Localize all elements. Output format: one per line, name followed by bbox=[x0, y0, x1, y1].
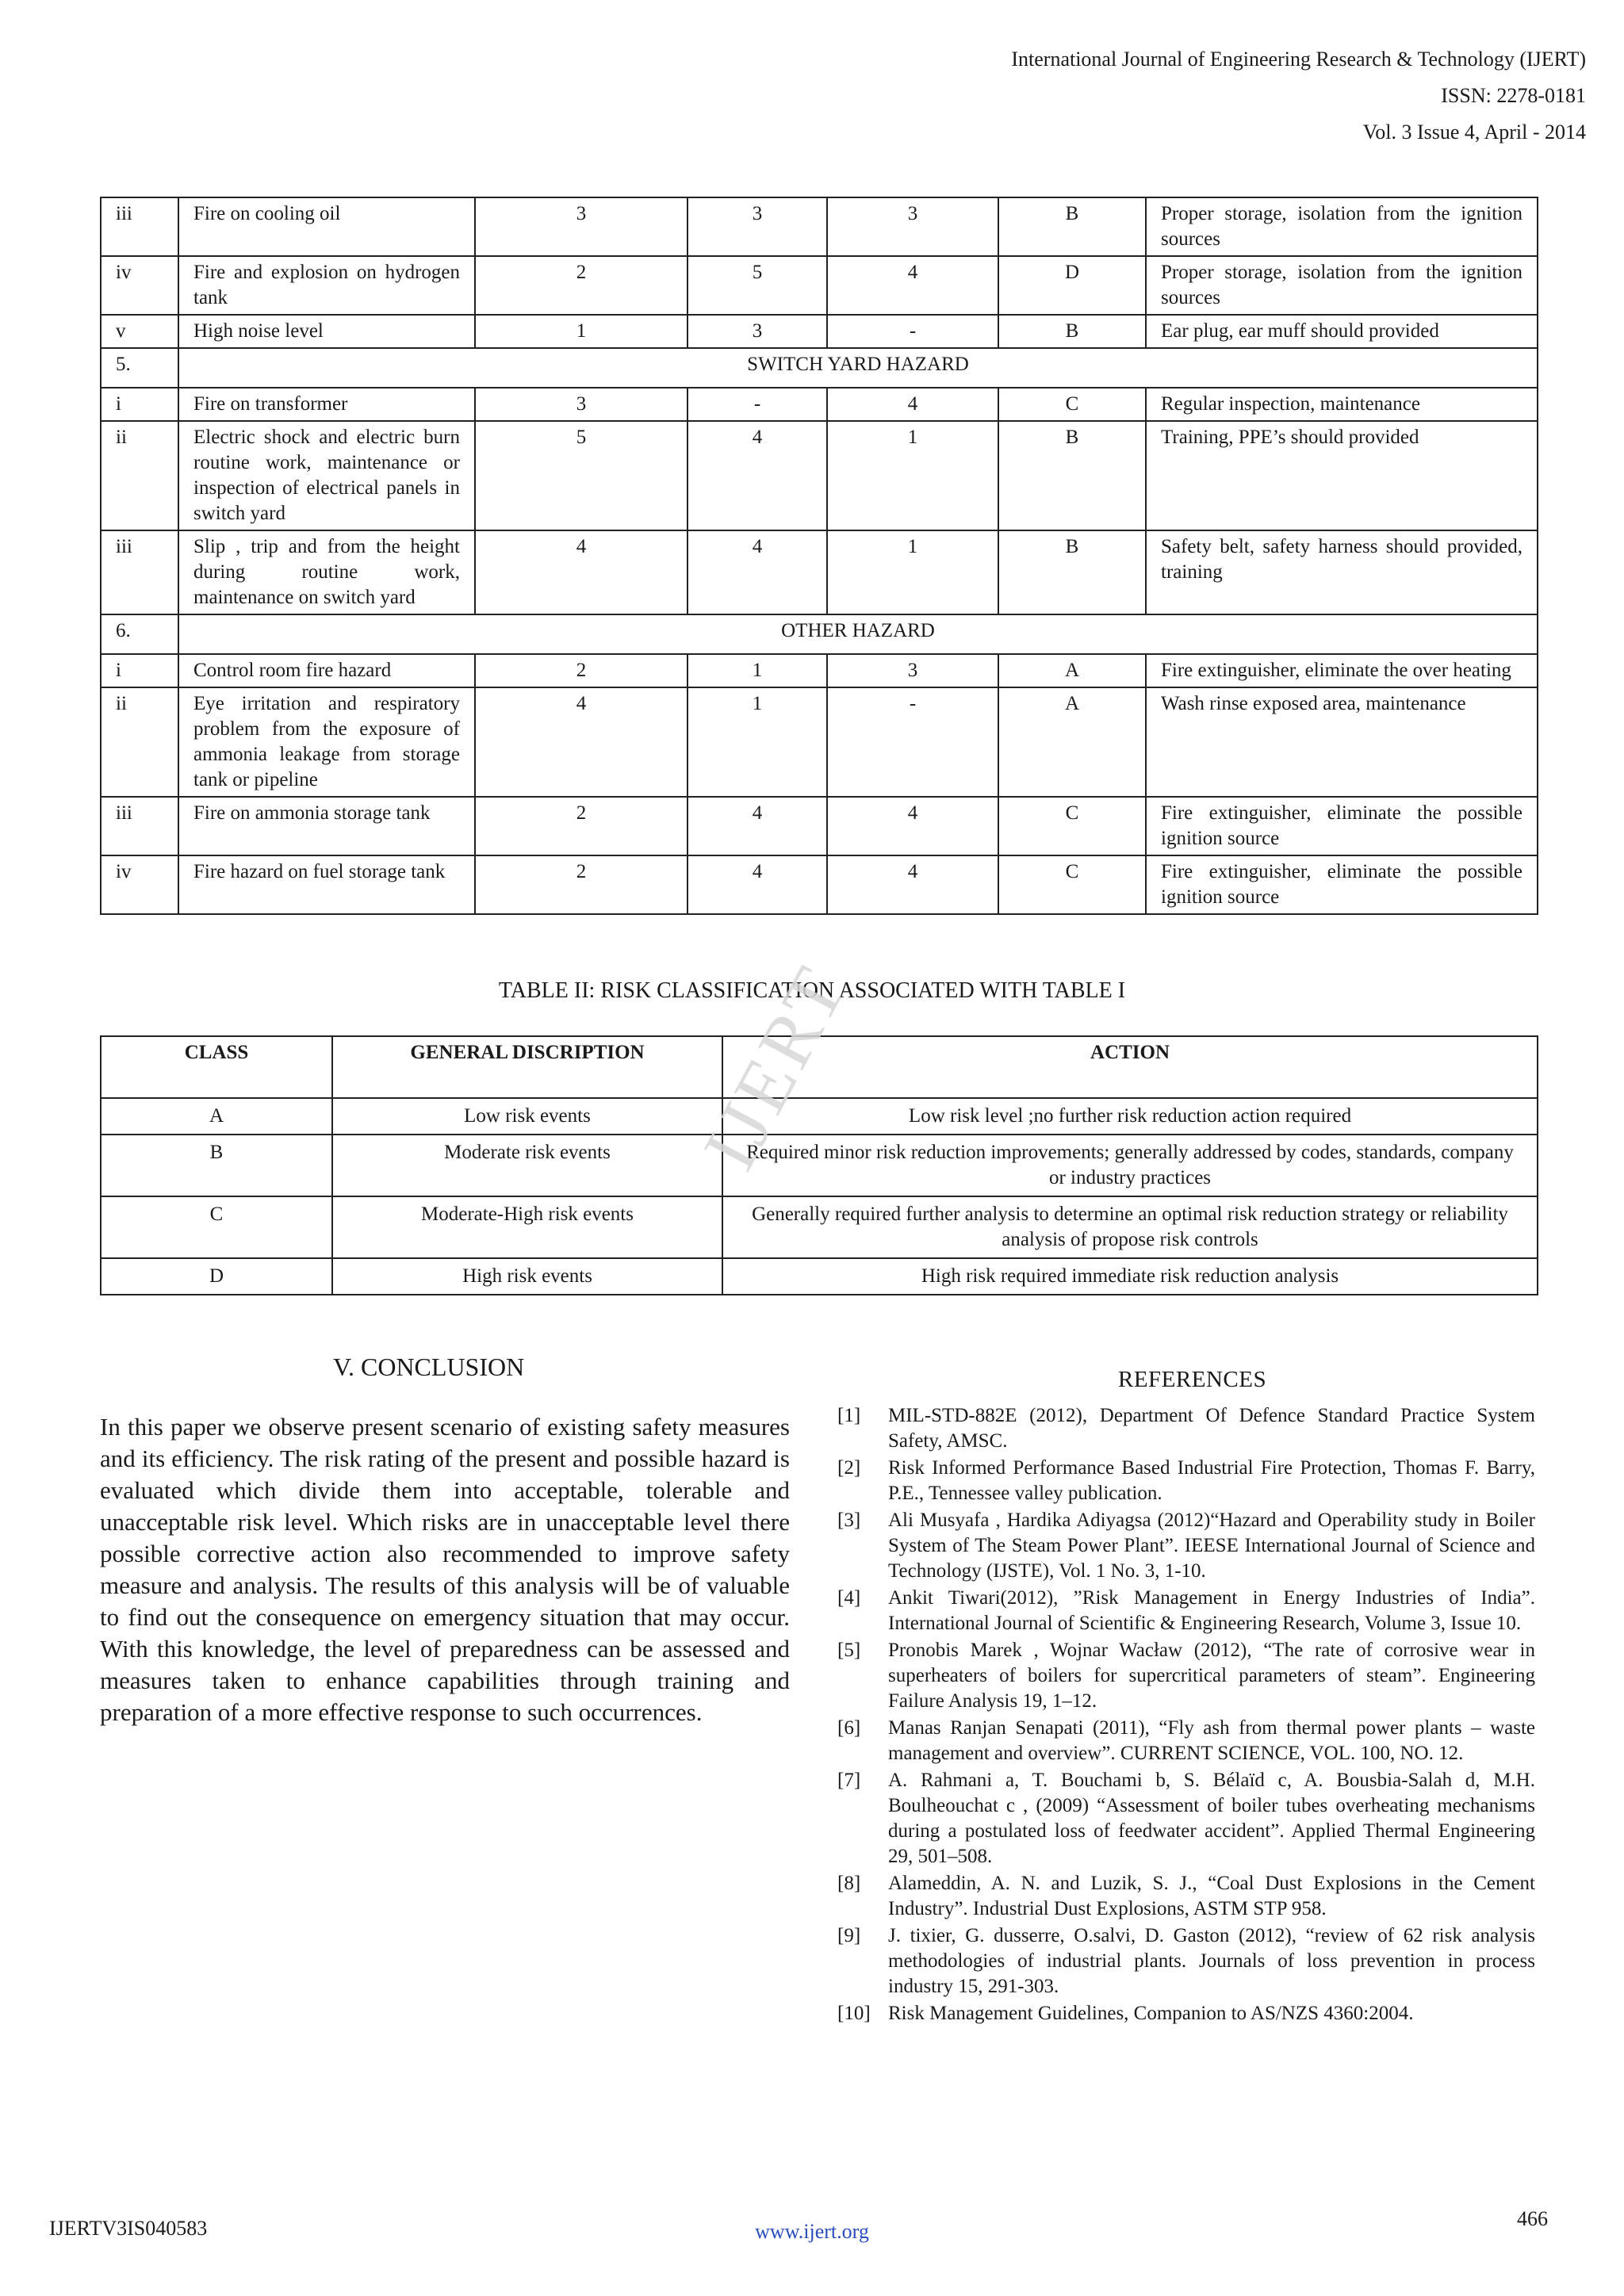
hazard-table bbox=[100, 197, 1538, 915]
rating-value: - bbox=[827, 687, 998, 797]
table-row bbox=[101, 197, 1538, 256]
hazard-description: High noise level bbox=[178, 315, 475, 348]
rating-value: 4 bbox=[827, 256, 998, 315]
risk-class: D bbox=[101, 1258, 332, 1295]
control-measure: Fire extinguisher, eliminate the possible ignition source bbox=[1146, 797, 1538, 855]
journal-issn: ISSN: 2278-0181 bbox=[1441, 83, 1586, 107]
reference-text: A. Rahmani a, T. Bouchami b, S. Bélaïd c, A. Bousbia-Salah d, M.H. Boulheouchat c , (2009) “Assessment of boiler tubes overheating mechanisms during a postulated loss of feedwater accident”. Applied Thermal Engineering 29, 501–508. bbox=[888, 1770, 1535, 1867]
table-row bbox=[101, 654, 1538, 687]
control-measure: Proper storage, isolation from the ignition sources bbox=[1146, 197, 1538, 256]
reference-number: [2] bbox=[837, 1457, 861, 1479]
reference-item bbox=[837, 1586, 1535, 1636]
control-measure: Training, PPE’s should provided bbox=[1146, 421, 1538, 530]
reference-item bbox=[837, 1923, 1535, 1999]
reference-text: J. tixier, G. dusserre, O.salvi, D. Gaston (2012), “review of 62 risk analysis methodologies of industrial plants. Journals of loss prevention in process industry 15, 291-303. bbox=[888, 1925, 1535, 1997]
conclusion-heading: V. CONCLUSION bbox=[333, 1353, 525, 1381]
section-title: SWITCH YARD HAZARD bbox=[178, 348, 1538, 388]
hazard-description: Fire on cooling oil bbox=[178, 197, 475, 256]
rating-value: 3 bbox=[475, 388, 688, 421]
conclusion-body: In this paper we observe present scenario of existing safety measures and its efficiency. The risk rating of the present and possible hazard is evaluated which divide them into acceptable, tolerable and unacceptable risk level. Which risks are in unacceptable level there possible corrective action also recommended to improve safety measure and analysis. The results of this analysis will be of valuable to find out the consequence on emergency situation that may occur. With this knowledge, the level of preparedness can be assessed and measures taken to enhance capabilities through training and preparation of a more effective response to such occurrences. bbox=[100, 1413, 790, 1726]
row-number: iii bbox=[101, 197, 178, 256]
row-number: ii bbox=[101, 687, 178, 797]
reference-number: [3] bbox=[837, 1510, 861, 1531]
row-number: i bbox=[101, 654, 178, 687]
rating-value: 3 bbox=[827, 197, 998, 256]
table-row bbox=[101, 1258, 1538, 1295]
rating-value: 1 bbox=[827, 421, 998, 530]
reference-number: [10] bbox=[837, 2003, 871, 2024]
risk-class: B bbox=[998, 315, 1146, 348]
row-number: iv bbox=[101, 855, 178, 914]
table-row bbox=[101, 855, 1538, 914]
watermark: IJERT bbox=[686, 951, 864, 1183]
control-measure: Fire extinguisher, eliminate the over heating bbox=[1146, 654, 1538, 687]
reference-text: Ankit Tiwari(2012), ”Risk Management in Energy Industries of India”. International Journal of Scientific & Engineering Research, Volume 3, Issue 10. bbox=[888, 1587, 1535, 1634]
rating-value: 4 bbox=[688, 530, 827, 614]
risk-description: Low risk events bbox=[332, 1098, 722, 1135]
rating-value: 3 bbox=[688, 197, 827, 256]
risk-action: Generally required further analysis to determine an optimal risk reduction strategy or reliability analysis of propose risk controls bbox=[722, 1196, 1538, 1258]
hazard-description: Fire on transformer bbox=[178, 388, 475, 421]
reference-item bbox=[837, 2001, 1535, 2026]
risk-action: Low risk level ;no further risk reduction action required bbox=[722, 1098, 1538, 1135]
reference-number: [7] bbox=[837, 1770, 861, 1791]
risk-action: High risk required immediate risk reduction analysis bbox=[722, 1258, 1538, 1295]
table2-caption: TABLE II: RISK CLASSIFICATION ASSOCIATED WITH TABLE I bbox=[498, 978, 1126, 1003]
rating-value: 4 bbox=[688, 797, 827, 855]
rating-value: 2 bbox=[475, 797, 688, 855]
reference-item bbox=[837, 1508, 1535, 1584]
row-number: ii bbox=[101, 421, 178, 530]
control-measure: Safety belt, safety harness should provided, training bbox=[1146, 530, 1538, 614]
rating-value: 4 bbox=[688, 855, 827, 914]
rating-value: - bbox=[827, 315, 998, 348]
hazard-description: Fire on ammonia storage tank bbox=[178, 797, 475, 855]
reference-item bbox=[837, 1638, 1535, 1714]
reference-number: [9] bbox=[837, 1925, 861, 1946]
control-measure: Regular inspection, maintenance bbox=[1146, 388, 1538, 421]
control-measure: Proper storage, isolation from the ignition sources bbox=[1146, 256, 1538, 315]
section-title: OTHER HAZARD bbox=[178, 614, 1538, 654]
rating-value: 2 bbox=[475, 256, 688, 315]
risk-description: Moderate risk events bbox=[332, 1135, 722, 1196]
journal-title: International Journal of Engineering Research & Technology (IJERT) bbox=[1011, 48, 1586, 71]
row-number: i bbox=[101, 388, 178, 421]
page-number: 466 bbox=[1517, 2207, 1548, 2230]
reference-item bbox=[837, 1768, 1535, 1869]
table-row bbox=[101, 797, 1538, 855]
table-row bbox=[101, 256, 1538, 315]
rating-value: 4 bbox=[688, 421, 827, 530]
table-row bbox=[101, 315, 1538, 348]
reference-item bbox=[837, 1716, 1535, 1766]
reference-text: MIL-STD-882E (2012), Department Of Defence Standard Practice System Safety, AMSC. bbox=[888, 1405, 1535, 1452]
hazard-description: Slip , trip and from the height during routine work, maintenance on switch yard bbox=[178, 530, 475, 614]
rating-value: 3 bbox=[827, 654, 998, 687]
row-number: iii bbox=[101, 530, 178, 614]
rating-value: 1 bbox=[688, 687, 827, 797]
section-number: 6. bbox=[101, 614, 178, 654]
risk-class: B bbox=[998, 421, 1146, 530]
risk-class: B bbox=[998, 530, 1146, 614]
risk-class: C bbox=[998, 388, 1146, 421]
column-header-action: ACTION bbox=[722, 1036, 1538, 1098]
table-row bbox=[101, 421, 1538, 530]
reference-number: [4] bbox=[837, 1587, 861, 1609]
journal-header bbox=[1011, 48, 1586, 157]
rating-value: 5 bbox=[475, 421, 688, 530]
rating-value: 4 bbox=[827, 388, 998, 421]
hazard-description: Control room fire hazard bbox=[178, 654, 475, 687]
rating-value: 4 bbox=[827, 797, 998, 855]
rating-value: 4 bbox=[475, 530, 688, 614]
rating-value: - bbox=[688, 388, 827, 421]
row-number: iv bbox=[101, 256, 178, 315]
reference-text: Risk Management Guidelines, Companion to AS/NZS 4360:2004. bbox=[888, 2003, 1414, 2024]
reference-item bbox=[837, 1403, 1535, 1454]
reference-item bbox=[837, 1871, 1535, 1922]
rating-value: 1 bbox=[827, 530, 998, 614]
risk-description: Moderate-High risk events bbox=[332, 1196, 722, 1258]
risk-class: A bbox=[101, 1098, 332, 1135]
table-row bbox=[101, 1135, 1538, 1196]
reference-text: Ali Musyafa , Hardika Adiyagsa (2012)“Hazard and Operability study in Boiler System of The Steam Power Plant”. IEESE International Journal of Science and Technology (IJSTE), Vol. 1 No. 3, 1-10. bbox=[888, 1510, 1535, 1582]
journal-link[interactable]: www.ijert.org bbox=[755, 2220, 869, 2243]
risk-class: A bbox=[998, 687, 1146, 797]
reference-text: Risk Informed Performance Based Industrial Fire Protection, Thomas F. Barry, P.E., Tennessee valley publication. bbox=[888, 1457, 1535, 1504]
rating-value: 1 bbox=[475, 315, 688, 348]
risk-class: B bbox=[998, 197, 1146, 256]
rating-value: 2 bbox=[475, 654, 688, 687]
reference-text: Pronobis Marek , Wojnar Wacław (2012), “The rate of corrosive wear in superheaters of boilers for supercritical parameters of steam”. Engineering Failure Analysis 19, 1–12. bbox=[888, 1640, 1535, 1712]
rating-value: 3 bbox=[475, 197, 688, 256]
references-list bbox=[837, 1403, 1535, 2028]
rating-value: 1 bbox=[688, 654, 827, 687]
reference-text: Manas Ranjan Senapati (2011), “Fly ash from thermal power plants – waste management and overview”. CURRENT SCIENCE, VOL. 100, NO. 12. bbox=[888, 1717, 1535, 1764]
section-row bbox=[101, 614, 1538, 654]
reference-number: [5] bbox=[837, 1640, 861, 1661]
rating-value: 4 bbox=[475, 687, 688, 797]
table-row bbox=[101, 687, 1538, 797]
hazard-description: Eye irritation and respiratory problem from the exposure of ammonia leakage from storage tank or pipeline bbox=[178, 687, 475, 797]
table-row bbox=[101, 1196, 1538, 1258]
table-row bbox=[101, 1098, 1538, 1135]
references-heading: REFERENCES bbox=[1118, 1367, 1267, 1392]
control-measure: Fire extinguisher, eliminate the possible ignition source bbox=[1146, 855, 1538, 914]
journal-volume: Vol. 3 Issue 4, April - 2014 bbox=[1362, 120, 1586, 144]
risk-class: B bbox=[101, 1135, 332, 1196]
rating-value: 5 bbox=[688, 256, 827, 315]
reference-number: [1] bbox=[837, 1405, 861, 1426]
reference-number: [6] bbox=[837, 1717, 861, 1739]
section-row bbox=[101, 348, 1538, 388]
rating-value: 4 bbox=[827, 855, 998, 914]
hazard-description: Electric shock and electric burn routine work, maintenance or inspection of electrical panels in switch yard bbox=[178, 421, 475, 530]
risk-class: A bbox=[998, 654, 1146, 687]
risk-action: Required minor risk reduction improvements; generally addressed by codes, standards, company or industry practices bbox=[722, 1135, 1538, 1196]
table-row bbox=[101, 388, 1538, 421]
rating-value: 3 bbox=[688, 315, 827, 348]
paper-id: IJERTV3IS040583 bbox=[49, 2217, 208, 2240]
risk-class: D bbox=[998, 256, 1146, 315]
risk-class: C bbox=[998, 855, 1146, 914]
risk-class: C bbox=[998, 797, 1146, 855]
row-number: iii bbox=[101, 797, 178, 855]
column-header-class: CLASS bbox=[101, 1036, 332, 1098]
hazard-description: Fire and explosion on hydrogen tank bbox=[178, 256, 475, 315]
control-measure: Ear plug, ear muff should provided bbox=[1146, 315, 1538, 348]
control-measure: Wash rinse exposed area, maintenance bbox=[1146, 687, 1538, 797]
reference-text: Alameddin, A. N. and Luzik, S. J., “Coal Dust Explosions in the Cement Industry”. Industrial Dust Explosions, ASTM STP 958. bbox=[888, 1873, 1535, 1919]
risk-description: High risk events bbox=[332, 1258, 722, 1295]
row-number: v bbox=[101, 315, 178, 348]
section-number: 5. bbox=[101, 348, 178, 388]
hazard-description: Fire hazard on fuel storage tank bbox=[178, 855, 475, 914]
table-row bbox=[101, 530, 1538, 614]
risk-class: C bbox=[101, 1196, 332, 1258]
rating-value: 2 bbox=[475, 855, 688, 914]
reference-number: [8] bbox=[837, 1873, 861, 1894]
reference-item bbox=[837, 1456, 1535, 1506]
column-header-description: GENERAL DISCRIPTION bbox=[332, 1036, 722, 1098]
